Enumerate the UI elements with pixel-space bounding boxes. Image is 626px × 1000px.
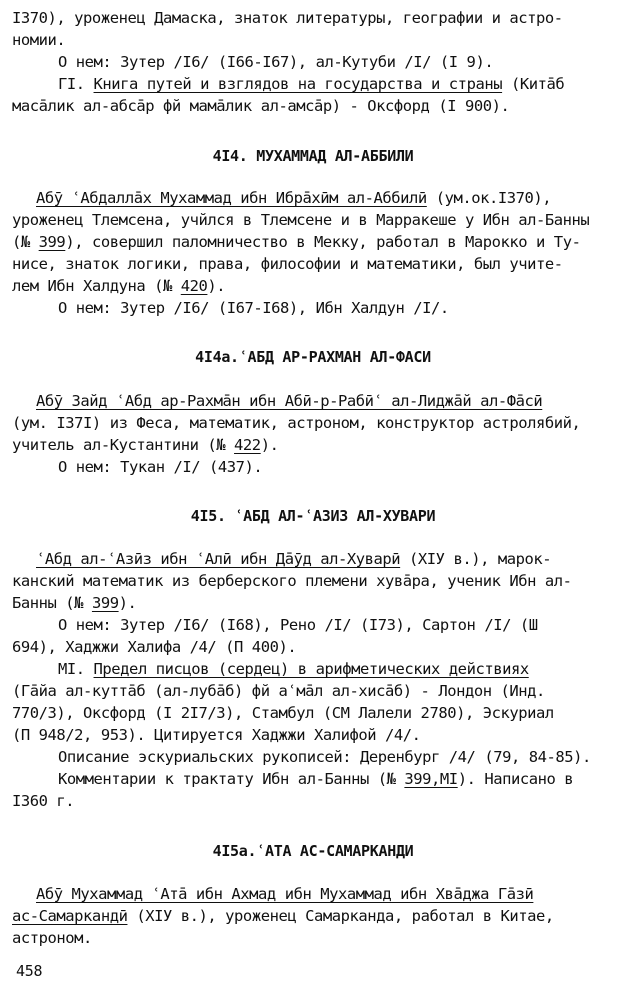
person-name: Абӯ Мухаммад ʿАтā ибн Ахмад ибн Мухаммад ибн Хвāджа Гāзӣ: [36, 885, 534, 903]
text-line: астроном.: [12, 929, 92, 947]
cross-reference: 420: [180, 277, 208, 295]
text-line: I360 г.: [12, 792, 75, 810]
section-heading: 4I4. МУХАММАД АЛ-АББИЛИ: [212, 147, 414, 165]
text-line: канский математик из берберского племени хувāра, ученик Ибн ал-: [12, 572, 572, 590]
text-line: О нем: Зутер /I6/ (I66-I67), ал-Кутуби /I/ (I 9).: [58, 53, 494, 71]
text-line: (№ 399), совершил паломничество в Мекку, работал в Марокко и Ту-: [12, 233, 581, 251]
person-name: ас-Самаркандӣ: [12, 907, 128, 925]
page-number: 458: [16, 962, 43, 980]
text-line: Описание эскуриальских рукописей: Деренбург /4/ (79, 84-85).: [58, 748, 591, 766]
text-line: 770/3), Оксфорд (I 2I7/3), Стамбул (СМ Лалели 2780), Эскуриал: [12, 704, 554, 722]
text-line: I370), уроженец Дамаска, знаток литературы, географии и астро-: [12, 9, 563, 27]
text-line: ас-Самаркандӣ (XIУ в.), уроженец Самарканда, работал в Китае,: [12, 907, 554, 925]
person-name: Абӯ Зайд ʿАбд ар-Рахмāн ибн Абӣ-р-Рабӣʿ ал-Лиджāй ал-Фāсӣ: [36, 392, 543, 410]
work-title: Книга путей и взглядов на государства и страны: [93, 75, 503, 93]
text-line: 694), Хаджжи Халифа /4/ (П 400).: [12, 638, 297, 656]
text-line: О нем: Зутер /I6/ (I68), Рено /I/ (I73), Сартон /I/ (Ш: [58, 616, 538, 634]
text-line: ГI. Книга путей и взглядов на государства и страны (Китāб: [58, 75, 565, 93]
text-line: уроженец Тлемсена, учйлся в Тлемсене и в Марракеше у Ибн ал-Банны: [12, 211, 590, 229]
section-heading: 4I5а.ʿАТА АС-САМАРКАНДИ: [212, 842, 414, 860]
text-line: ʿАбд ал-ʿАзӣз ибн ʿАлӣ ибн Дāӯд ал-Хуварӣ (XIУ в.), марок-: [36, 550, 552, 568]
text-line: Банны (№ 399).: [12, 594, 137, 612]
cross-reference: 422: [234, 436, 261, 454]
text-line: Абӯ ʿАбдаллāх Мухаммад ибн Ибрāхӣм ал-Аббилӣ (ум.ок.I370),: [36, 189, 552, 207]
text-line: (Гāйа ал-куттāб (ал-лубāб) фй аʿмāл ал-хисāб) - Лондон (Инд.: [12, 682, 545, 700]
section-heading: 4I5. ʿАБД АЛ-ʿАЗИЗ АЛ-ХУВАРИ: [190, 507, 436, 525]
text-line: нисе, знаток логики, права, философии и математики, был учите-: [12, 255, 563, 273]
text-line: номии.: [12, 31, 66, 49]
text-line: лем Ибн Халдуна (№ 420).: [12, 277, 226, 295]
cross-reference: 399,МI: [404, 770, 458, 788]
text-line: МI. Предел писцов (сердец) в арифметических действиях: [58, 660, 529, 678]
text-line: О нем: Зутер /I6/ (I67-I68), Ибн Халдун /I/.: [58, 299, 449, 317]
text-line: [36, 884, 533, 904]
person-name: ʿАбд ал-ʿАзӣз ибн ʿАлӣ ибн Дāӯд ал-Хуварӣ: [36, 550, 401, 568]
text-line: масāлик ал-абсāр фй мамāлик ал-амсāр) - Оксфорд (I 900).: [12, 97, 510, 115]
cross-reference: 399: [38, 233, 66, 251]
text-line: О нем: Тукан /I/ (437).: [58, 458, 263, 476]
person-name: Абӯ ʿАбдаллāх Мухаммад ибн Ибрāхӣм ал-Аббилӣ: [36, 189, 427, 207]
text-line: учитель ал-Кустантини (№ 422).: [12, 436, 279, 454]
text-line: [36, 391, 542, 411]
text-line: (ум. I37I) из Феса, математик, астроном, конструктор астролябий,: [12, 414, 581, 432]
text-line: Комментарии к трактату Ибн ал-Банны (№ 399,МI). Написано в: [58, 770, 574, 788]
text-line: (П 948/2, 953). Цитируется Хаджжи Халифой /4/.: [12, 726, 421, 744]
work-title: Предел писцов (сердец) в арифметических действиях: [93, 660, 529, 678]
cross-reference: 399: [91, 594, 119, 612]
section-heading: 4I4а.ʿАБД АР-РАХМАН АЛ-ФАСИ: [195, 348, 431, 366]
